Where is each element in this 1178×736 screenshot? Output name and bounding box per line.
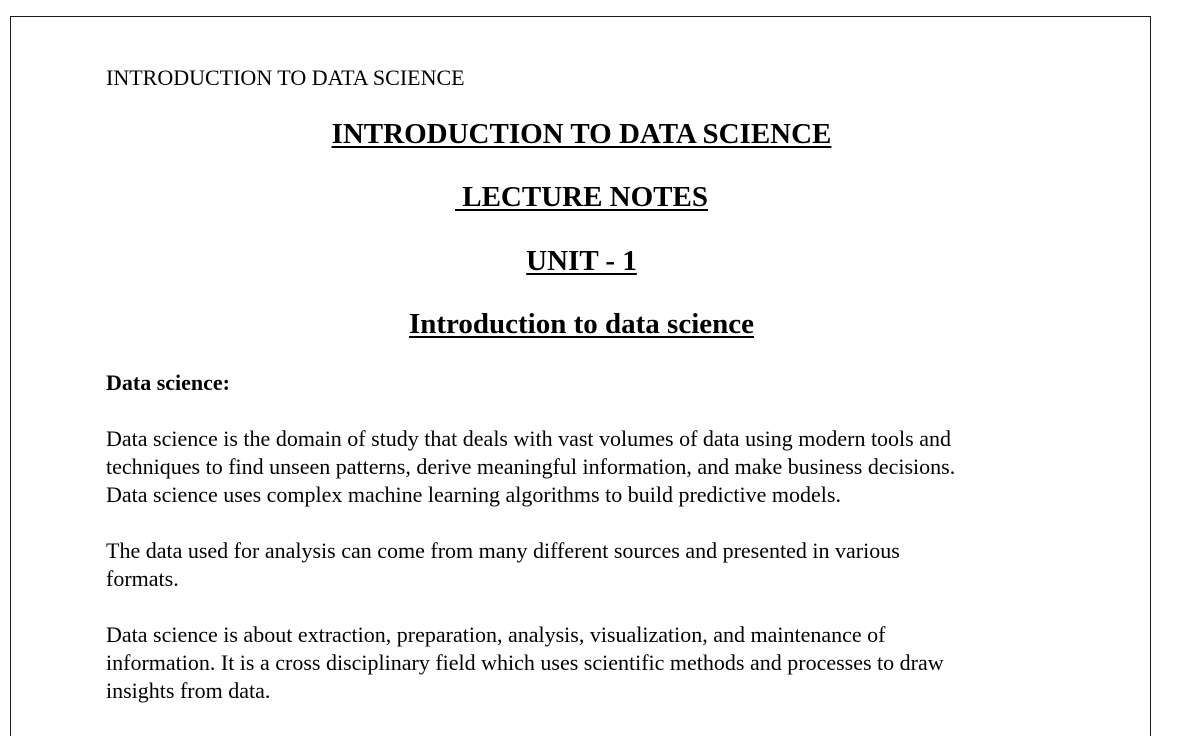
document-page: [10, 16, 1151, 736]
document-subtitle: LECTURE NOTES: [454, 181, 708, 213]
paragraph-line: Data science is the domain of study that deals with vast volumes of data using modern tools and: [106, 426, 951, 451]
paragraph-line: The data used for analysis can come from many different sources and presented in various: [106, 538, 900, 563]
paragraph-line: information. It is a cross disciplinary field which uses scientific methods and processes to draw: [106, 650, 944, 675]
page-header-text: INTRODUCTION TO DATA SCIENCE: [106, 65, 465, 90]
paragraph-line: Data science is about extraction, preparation, analysis, visualization, and maintenance of: [106, 622, 886, 647]
paragraph-2: [106, 537, 1066, 593]
unit-heading: UNIT - 1: [526, 245, 637, 277]
paragraph-1: [106, 425, 1066, 509]
section-heading: Data science:: [106, 370, 231, 395]
paragraph-line: formats.: [106, 566, 179, 591]
document-title: INTRODUCTION TO DATA SCIENCE: [331, 118, 832, 150]
paragraph-3: [106, 621, 1066, 705]
paragraph-line: insights from data.: [106, 678, 271, 703]
paragraph-line: techniques to find unseen patterns, derive meaningful information, and make business decisions.: [106, 454, 956, 479]
chapter-title: Introduction to data science: [408, 308, 755, 340]
paragraph-line: Data science uses complex machine learning algorithms to build predictive models.: [106, 482, 841, 507]
